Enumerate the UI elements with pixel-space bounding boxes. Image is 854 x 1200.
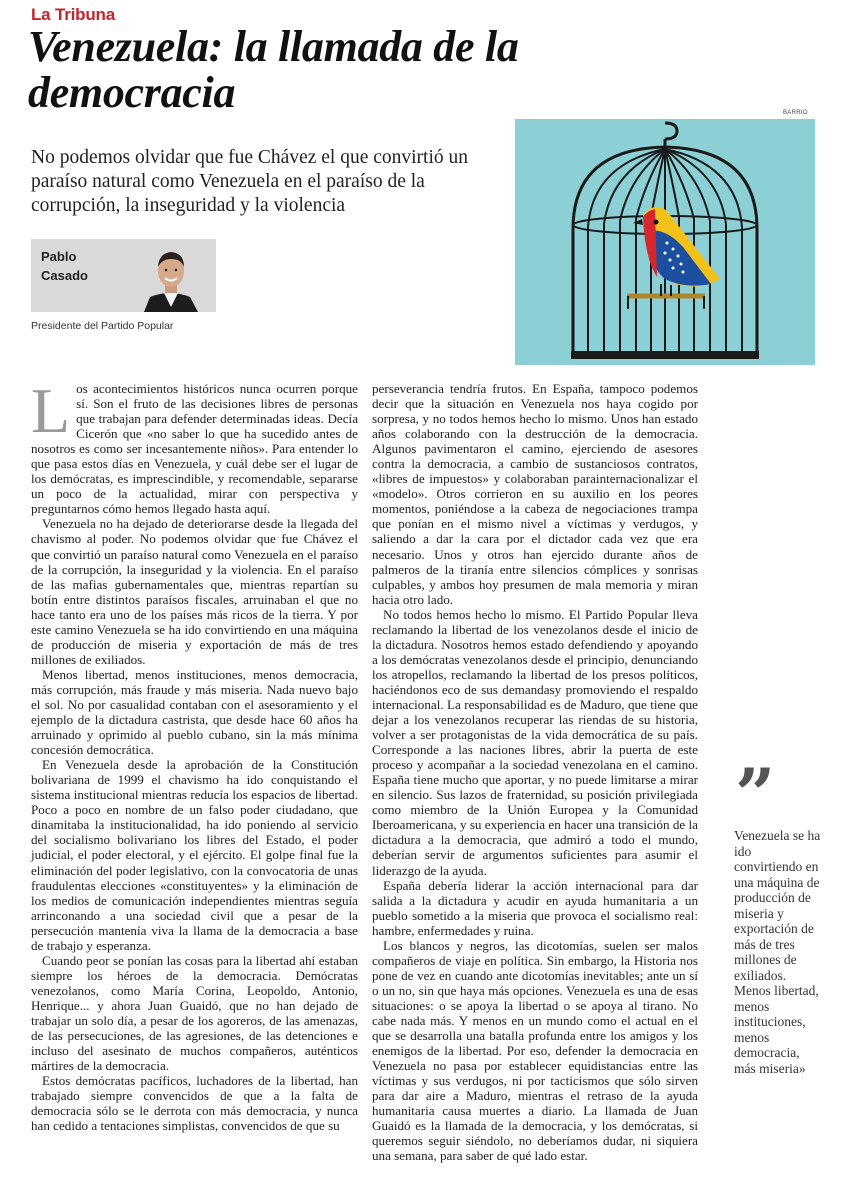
pull-quote: Venezuela se ha ido convirtiendo en una máquina de producción de miseria y exportación de más de tres millones de exiliados. Menos libertad, menos instituciones, menos democracia, más miseria» bbox=[734, 828, 821, 1076]
body-paragraph: Venezuela no ha dejado de deteriorarse desde la llegada del chavismo al poder. No podemos olvidar que fue Chávez el que convirtió un paraíso natural como Venezuela en el paraíso de la corrupción, la inseguridad y la violencia. En el paraíso de las mafias gubernamentales que, mientras repartían su botín entre distintos paraísos fiscales, arruinaban el que no hace tanto era uno de los países más ricos de la tierra. Y por este camino Venezuela se ha ido convirtiendo en una máquina de producción de miseria y exportación de más de tres millones de exiliados. bbox=[31, 516, 358, 667]
author-photo bbox=[126, 239, 216, 312]
body-paragraph: Cuando peor se ponían las cosas para la libertad ahí estaban siempre los héroes de la democracia. Demócratas venezolanos, como María Corina, Leopoldo, Antonio, Henrique... y ahora Juan Guaidó, que no han dejado de trabajar un solo día, a pesar de los agoreros, de las amenazas, de las persecuciones, de las agresiones, de las detenciones e incluso del asesinato de muchos compañeros, auténticos mártires de la democracia. bbox=[31, 952, 358, 1074]
author-name: Pablo Casado bbox=[41, 249, 88, 283]
standfirst: No podemos olvidar que fue Chávez el que convirtió un paraíso natural como Venezuela en el paraíso de la corrupción, la inseguridad y la violencia bbox=[31, 147, 469, 216]
author-role: Presidente del Partido Popular bbox=[31, 320, 174, 332]
body-paragraph: En Venezuela desde la aprobación de la Constitución bolivariana de 1999 el chavismo ha ido conquistando el sistema institucional mientras reducía los espacios de libertad. Poco a poco en nombre de un falso poder ciudadano, que dinamitaba la institucionalidad, ha ido poniendo al servicio del socialismo bolivariano los libres del Estado, el poder judicial, el poder electoral, y el ejército. El golpe final fue la eliminación del poder legislativo, con la convocatoria de unas fraudulentas elecciones «constituyentes» y la eliminación de los medios de comunicación independientes mientras seguía arrinconando a una sociedad civil que a pesar de la persecución mantenía viva la llama de la democracia a base de trabajo y esperanza. bbox=[31, 757, 358, 953]
body-column-2 bbox=[372, 381, 698, 1163]
quote-mark-icon: ” bbox=[735, 753, 776, 836]
illustration-credit: BARRIO bbox=[783, 110, 808, 116]
author-box bbox=[31, 239, 216, 312]
drop-cap: L bbox=[31, 375, 71, 446]
body-paragraph: Menos libertad, menos instituciones, menos democracia, más corrupción, más fraude y más miseria. Nada nuevo bajo el sol. No por casualidad contaban con el asesoramiento y el ejemplo de la dictadura castrista, que desde hace 60 años ha arruinado y oprimido al pueblo cubano, sin la más mínima concesión democrática. bbox=[31, 666, 358, 758]
body-paragraph bbox=[31, 375, 358, 517]
body-column-1 bbox=[31, 375, 358, 1134]
body-paragraph: Estos demócratas pacíficos, luchadores de la libertad, han trabajado siempre convencidos de que a la falta de democracia sólo se le derrota con más democracia, y nunca han cedido a tentaciones simplistas, convencidos de que su bbox=[31, 1073, 358, 1134]
bird-in-cage-icon bbox=[515, 119, 815, 365]
body-paragraph: No todos hemos hecho lo mismo. El Partido Popular lleva reclamando la libertad de los venezolanos desde el inicio de la dictadura. Nosotros hemos estado defendiendo y apoyando a los demócratas venezolanos desde el principio, denunciando los atropellos, reclamando la libertad de los presos políticos, haciéndonos eco de sus demandasy promoviendo el respaldo internacional. La responsabilidad es de Maduro, que tiene que dejar a los venezolanos recuperar las riendas de su historia, volver a ser protagonistas de la vida democrática de su país. Corresponde a las naciones libres, abrir la puerta de este proceso y acompañar a la sociedad venezolana en el camino. España tiene mucho que aportar, y no puede limitarse a mirar en silencio. Sus lazos de fraternidad, su posición privilegiada como miembro de la Unión Europea y la Comunidad Iberoamericana, y su experiencia en hacer una transición de la dictadura a la democracia, que admiró a todo el mundo, deberían servir de argumentos suficientes para asumir el liderazgo de la ayuda. bbox=[372, 606, 698, 878]
body-paragraph: España debería liderar la acción internacional para dar salida a la dictadura y acudir en ayuda humanitaria a un pueblo sometido a la miseria que provoca el socialismo real: hambre, enfermedades y ruina. bbox=[372, 877, 698, 938]
body-paragraph: perseverancia tendría frutos. En España, tampoco podemos decir que la situación en Venezuela nos haya cogido por sorpresa, y no todos hemos hecho lo mismo. Unos han estado años colaborando con la destrucción de la democracia. Algunos pavimentaron el camino, ejerciendo de asesores contra la democracia, a cambio de sustanciosos contratos, «libres de impuestos» y colaboraban parainternacionalizar el «modelo». Otros corrieron en su auxilio en los peores momentos, poniéndose a la cabeza de negociaciones trampa que ponían en el mismo nivel a víctimas y verdugos, y saliendo a dar la cara por el dictador cada vez que era necesario. Unos y otros han ejercido durante años de palmeros de la tiranía entre silencios cómplices y sonrisas culpables, y ambos hoy presumen de mala memoria y miran hacia otro lado. bbox=[372, 381, 698, 607]
illustration bbox=[515, 119, 815, 365]
section-label: La Tribuna bbox=[31, 5, 115, 24]
body-paragraph-text: os acontecimientos históricos nunca ocurren porque sí. Son el fruto de las decisiones libres de personas que trabajan para defender determinadas ideas. Decía Cicerón que «no saber lo que ha sucedido antes de nosotros es como ser incesantemente niños». Para entender lo que pasa estos días en Venezuela, y cuál debe ser el lugar de los demócratas, es imprescindible, y recomendable, separarse un poco de la actualidad, mirar con perspectiva y preguntarnos cómo hemos llegado hasta aquí. bbox=[31, 381, 358, 517]
body-paragraph: Los blancos y negros, las dicotomías, suelen ser malos compañeros de viaje en política. Sin embargo, la Historia nos pone de vez en cuando ante dicotomías inevitables; ante un sí o un no, sin que haya más opciones. Venezuela es una de esas situaciones: o se apoya la libertad o se apoya al tirano. No cabe nada más. Y menos en un mundo como el actual en el que se desarrolla una batalla profunda entre los amigos y los enemigos de la libertad. Por eso, defender la democracia en Venezuela no pasa por establecer equidistancias entre las víctimas y sus verdugos, ni por tacticismos que sólo sirven para dar aire a Maduro, mientras el retraso de la ayuda humanitaria causa muertes a diario. La llamada de Juan Guaidó es la llamada de la democracia, y los demócratas, si queremos seguir siéndolo, no deberíamos dudar, ni siquiera una semana, para saber de qué lado estar. bbox=[372, 937, 698, 1164]
headline: Venezuela: la llamada de la democracia bbox=[28, 22, 519, 117]
